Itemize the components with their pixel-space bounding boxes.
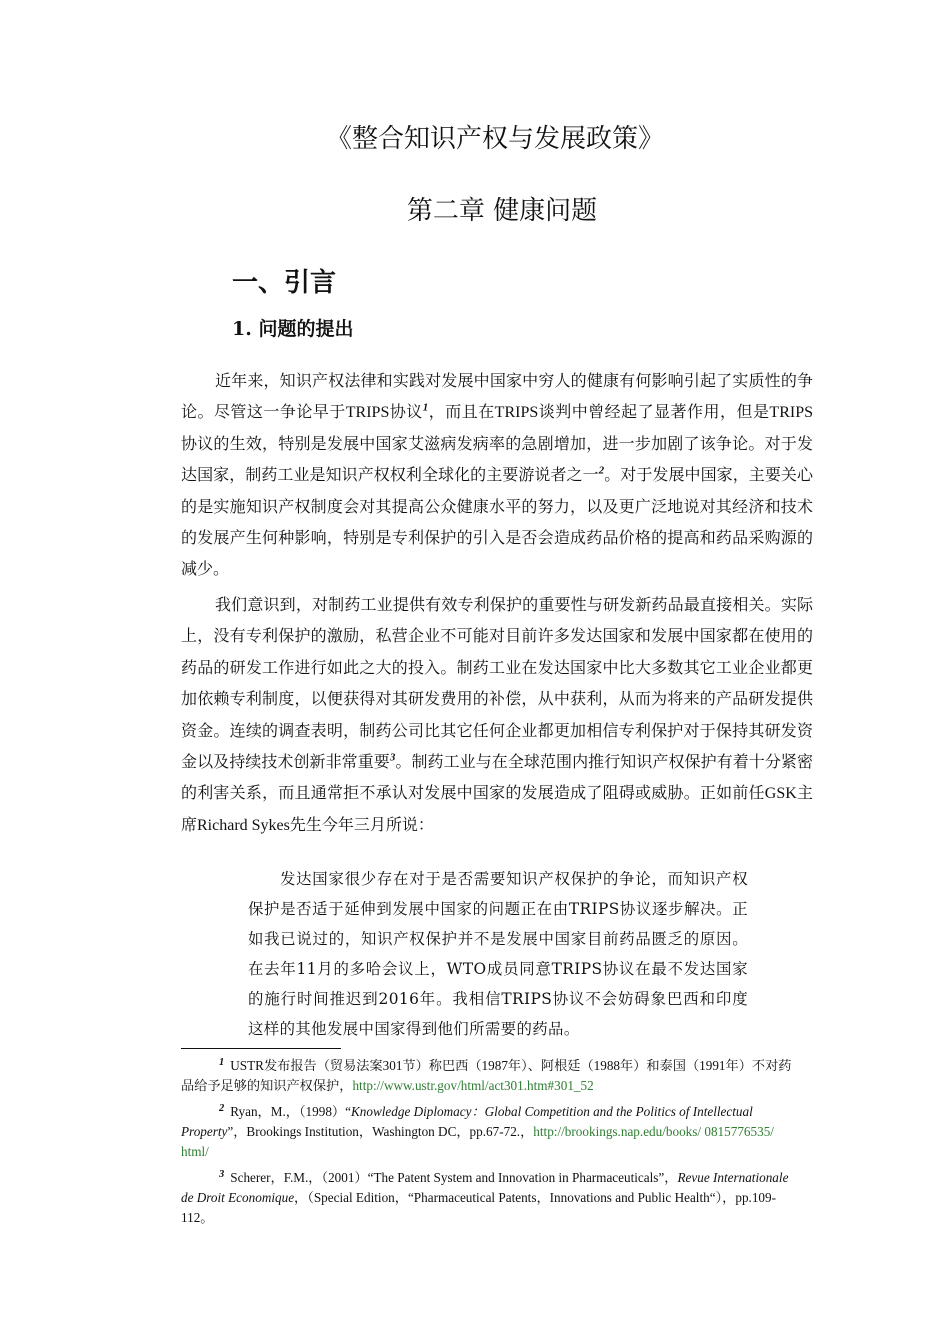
footnote-divider	[181, 1048, 341, 1049]
section-heading: 一、引言	[232, 268, 337, 298]
footnote-3	[181, 1168, 793, 1228]
footnote-2	[181, 1102, 793, 1162]
footnote-3-post: ，（Special Edition，“Pharmaceutical Patents，Innovations and Public Health“），pp.109-112。	[181, 1190, 777, 1225]
paragraph-2-text-a: 我们意识到，对制药工业提供有效专利保护的重要性与研发新药品最直接相关。实际上，没有专利保护的激励，私营企业不可能对目前许多发达国家和发展中国家都在使用的药品的研发工作进行如此之大的投入。制药工业在发达国家中比大多数其它工业企业都更加依赖专利制度，以便获得对其研发费用的补偿，从中获利，从而为将来的产品研发提供资金。连续的调查表明，制药公司比其它任何企业都更加相信专利保护对于保持其研发资金以及持续技术创新非常重要	[181, 597, 813, 772]
subsection-heading: 1. 问题的提出	[232, 318, 354, 340]
document-title: 《整合知识产权与发展政策》	[325, 124, 664, 154]
paragraph-1-text-a: 近年来，知识产权法律和实践对发展中国家中穷人的健康有何影响引起了实质性的争论。尽管这一争论早于TRIPS协议	[181, 373, 813, 422]
block-quote: 发达国家很少存在对于是否需要知识产权保护的争论，而知识产权保护是否适于延伸到发展中国家的问题正在由TRIPS协议逐步解决。正如我已说过的，知识产权保护并不是发展中国家目前药品匮乏的原因。在去年11月的多哈会议上，WTO成员同意TRIPS协议在最不发达国家的施行时间推迟到2016年。我相信TRIPS协议不会妨碍象巴西和印度这样的其他发展中国家得到他们所需要的药品。	[248, 870, 748, 1038]
footnote-3-journal: Revue Internationale de Droit Economique	[181, 1170, 789, 1205]
footnote-1	[181, 1056, 793, 1096]
paragraph-1	[181, 366, 813, 586]
footnote-2-title: Knowledge Diplomacy：Global Competition and the Politics of Intellectual Property	[181, 1104, 753, 1139]
footnote-1-link[interactable]: http://www.ustr.gov/html/act301.htm#301_52	[352, 1078, 594, 1093]
footnote-1-text: USTR发布报告（贸易法案301节）称巴西（1987年）、阿根廷（1988年）和泰国（1991年）不对药品给予足够的知识产权保护，	[181, 1058, 792, 1093]
footnote-ref-1[interactable]: 1	[422, 402, 429, 415]
paragraph-2	[181, 590, 813, 841]
footnote-ref-2[interactable]: 2	[598, 464, 605, 477]
footnote-3-pre: Scherer，F.M.，（2001）“The Patent System and Innovation in Pharmaceuticals”，	[230, 1170, 678, 1185]
footnote-2-link[interactable]: http://brookings.nap.edu/books/ 0815776535/ html/	[181, 1124, 774, 1159]
footnote-2-number: 2	[219, 1102, 225, 1114]
paragraph-1-text-b: ，而且在TRIPS谈判中曾经起了显著作用，但是TRIPS协议的生效，特别是发展中国家艾滋病发病率的急剧增加，进一步加剧了该争论。对于发达国家，制药工业是知识产权权利全球化的主要游说者之一	[181, 404, 813, 485]
footnote-2-pre: Ryan，M.，（1998）“	[230, 1104, 351, 1119]
chapter-heading: 第二章 健康问题	[406, 196, 598, 226]
footnote-3-number: 3	[219, 1168, 225, 1180]
paragraph-1-text-c: 。对于发展中国家，主要关心的是实施知识产权制度会对其提高公众健康水平的努力，以及更广泛地说对其经济和技术的发展产生何种影响，特别是专利保护的引入是否会造成药品价格的提高和药品采购源的减少。	[181, 467, 813, 579]
footnote-ref-3[interactable]: 3	[389, 751, 396, 764]
footnote-2-post: ”，Brookings Institution，Washington DC，pp.67-72.，	[227, 1124, 534, 1139]
footnote-1-number: 1	[219, 1056, 225, 1068]
paragraph-2-text-b: 。制药工业与在全球范围内推行知识产权保护有着十分紧密的利害关系，而且通常拒不承认对发展中国家的发展造成了阻碍或威胁。正如前任GSK主席Richard Sykes先生今年三月所说：	[181, 754, 813, 834]
